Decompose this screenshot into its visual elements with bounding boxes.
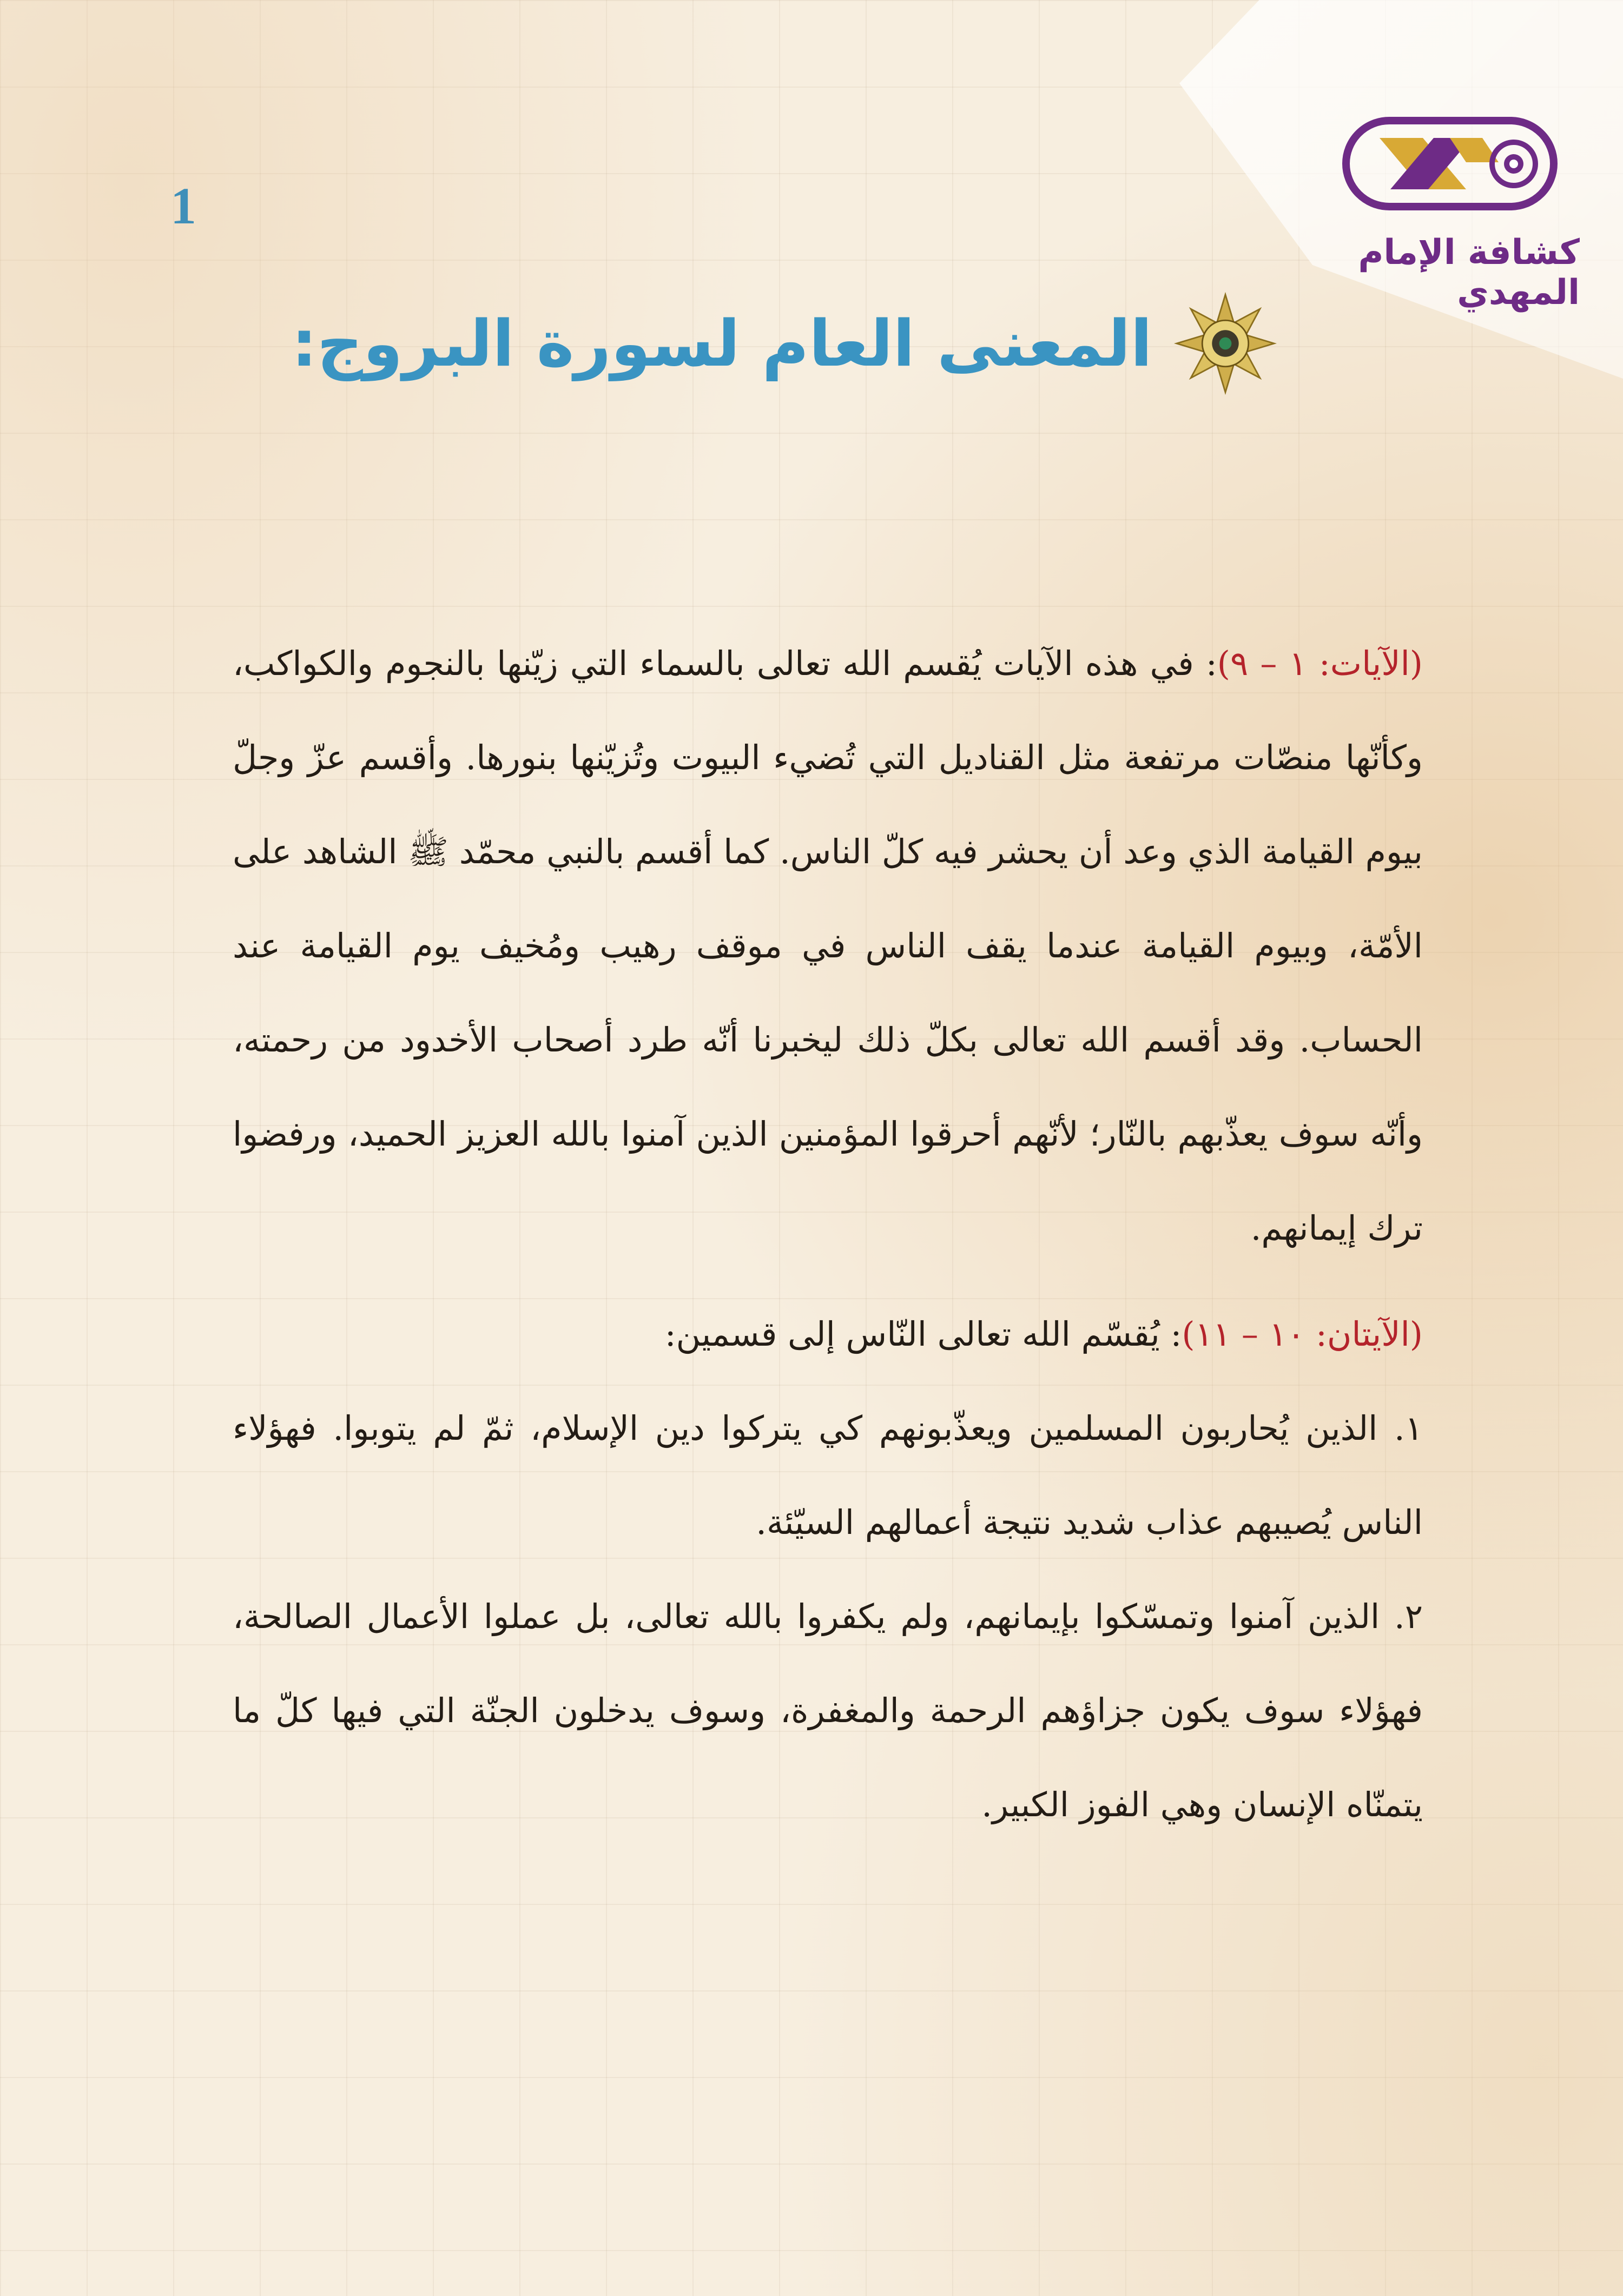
verse-reference: (الآيتان: ١٠ – ١١) <box>1182 1314 1423 1354</box>
paragraph-verses-1-9 <box>233 617 1423 1275</box>
list-item: ١. الذين يُحاربون المسلمين ويعذّبونهم كي يتركوا دين الإسلام، ثمّ لم يتوبوا. فهؤلاء الناس يُصيبهم عذاب شديد نتيجة أعمالهم السيّئة. <box>233 1408 1423 1542</box>
section-heading <box>270 281 1277 406</box>
page-number: 1 <box>170 177 196 235</box>
ornament-star-icon <box>1174 292 1277 395</box>
heading-title: المعنى العام لسورة البروج: <box>291 306 1152 381</box>
scouts-logo-text: كشافة الإمام المهدي <box>1358 233 1580 313</box>
paragraph-text: : في هذه الآيات يُقسم الله تعالى بالسماء التي زيّنها بالنجوم والكواكب، وكأنّها منصّات مرتفعة مثل القناديل التي تُضيء البيوت وتُزيّنها بنورها. وأقسم عزّ وجلّ بيوم القيامة الذي وعد أن يحشر فيه كلّ الناس. كما أقسم بالنبي محمّد ﷺ الشاهد على الأمّة، وبيوم القيامة عندما يقف الناس في موقف رهيب ومُخيف يوم القيامة عند الحساب. وقد أقسم الله تعالى بكلّ ذلك ليخبرنا أنّه طرد أصحاب الأخدود من رحمته، وأنّه سوف يعذّبهم بالنّار؛ لأنّهم أحرقوا المؤمنين الذين آمنوا بالله العزيز الحميد، ورفضوا ترك إيمانهم. <box>232 644 1423 1248</box>
paragraph-verses-10-11 <box>233 1287 1423 1381</box>
body-text <box>233 617 1423 1852</box>
scouts-logo-icon <box>1342 116 1558 211</box>
verse-reference: (الآيات: ١ – ٩) <box>1217 644 1423 683</box>
paragraph-intro: : يُقسّم الله تعالى النّاس إلى قسمين: <box>664 1314 1182 1354</box>
list-item: ٢. الذين آمنوا وتمسّكوا بإيمانهم، ولم يكفروا بالله تعالى، بل عملوا الأعمال الصالحة، فهؤلاء سوف يكون جزاؤهم الرحمة والمغفرة، وسوف يدخلون الجنّة التي فيها كلّ ما يتمنّاه الإنسان وهي الفوز الكبير. <box>233 1597 1423 1824</box>
